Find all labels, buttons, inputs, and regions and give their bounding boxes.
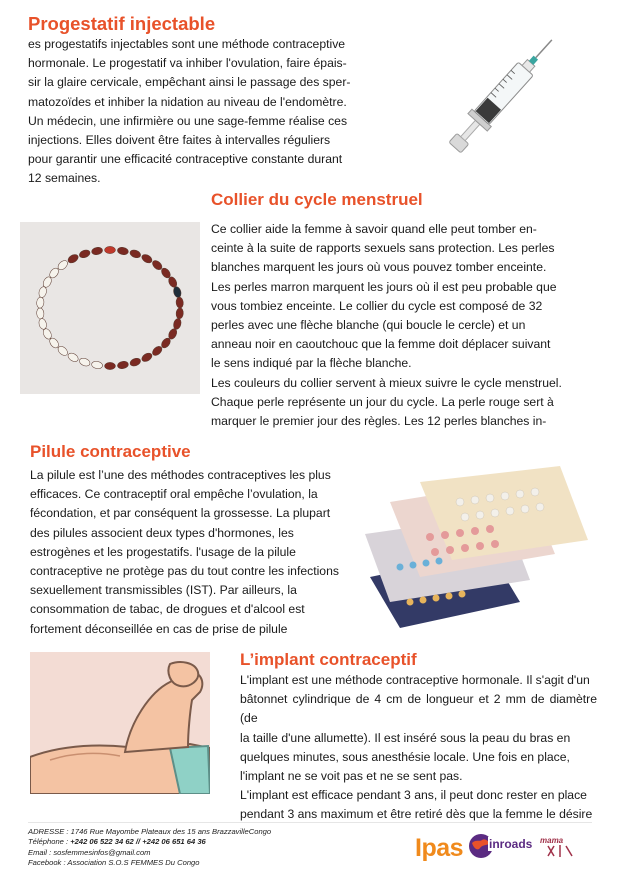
implant-text-line: L'implant est une méthode contraceptive hormonale. Il s'agit d'un [240,673,590,687]
injectable-text-line: sir la glaire cervicale, empêchant ainsi le passage des sper- [28,75,351,90]
inroads-logo-text: inroads [489,837,533,851]
pilule-text-line: des pilules associent deux types d'hormones, les [30,525,294,540]
footer-email: Email : sosfemmesinfos@gmail.com [28,847,151,857]
collier-text-line: vous tombiez enceinte. Le collier du cycle est composé de 32 [211,298,543,313]
implant-text-line: la taille d'une allumette). Il est inséré sous la peau du bras en [240,730,571,745]
footer-facebook: Facebook : Association S.O.S FEMMES Du Congo [28,858,200,868]
pilule-text-line: sexuellement transmissibles (IST). Par ailleurs, la [30,583,297,598]
syringe-image [420,28,570,178]
paragraph-collier-cycle [211,220,592,431]
footer-address: ADRESSE : 1746 Rue Mayombe Plateaux des 15 ans BrazzavilleCongo [28,827,272,836]
mama-logo-text: mama [540,836,564,845]
collier-text-line: blanches marquent les jours où vous pouvez tomber enceinte. [211,260,547,275]
heading-collier-cycle: Collier du cycle menstruel [211,190,423,209]
paragraph-pilule-contraceptive [30,466,345,639]
pilule-text-line: fécondation, et par conséquent la grossesse. La plupart [30,506,331,521]
heading-implant-contraceptif: L’implant contraceptif [240,650,417,669]
collier-text-line: anneau noir en caoutchouc que la femme doit déplacer suivant [211,337,551,352]
pilule-text-line: consommation de tabac, de drogues et d'alcool est [30,602,305,617]
paragraph-progestatif-injectable [28,35,390,189]
collier-text-line: Les couleurs du collier servent à mieux suivre le cycle menstruel. [211,375,562,390]
footer-contact-info [28,827,271,869]
mama-figure-icon [540,844,580,858]
pill-packs-image [350,462,595,630]
footer-divider [28,822,592,823]
footer-phone [28,837,271,847]
arm-implant-image [30,652,210,794]
collier-text-line: Chaque perle représente un jour du cycle. La perle rouge sert à [211,394,554,409]
footer-phone-label: Téléphone : [28,837,71,847]
implant-text-line: quelques minutes, sous anesthésie locale. Une fois en place, [240,749,570,764]
pilule-text-line: efficaces. Ce contraceptif oral empêche l’ovulation, la [30,487,318,502]
ipas-logo: Ipas [415,834,464,862]
injectable-text-line: injections. Elles doivent être faites à intervalles réguliers [28,133,331,148]
collier-text-line: Ce collier aide la femme à savoir quand elle peut tomber en- [211,222,537,236]
footer-phone-numbers: +242 06 522 34 62 // +242 06 651 64 36 [70,837,206,847]
injectable-text-line: hormonale. Le progestatif va inhiber l'ovulation, faire épais- [28,56,347,71]
collier-text-line: marquer le premier jour des règles. Les 12 perles blanches in- [211,414,547,429]
collier-text-line: ceinte à la suite de rapports sexuels sans protection. Les perles [211,241,555,256]
pilule-text-line: La pilule est l’une des méthodes contraceptives les plus [30,468,331,482]
injectable-text-line: es progestatifs injectables sont une méthode contraceptive [28,37,346,51]
collier-text-line: Les perles marron marquent les jours où il est peu probable que [211,279,557,294]
implant-text-line: bâtonnet cylindrique de 4 cm de longueur et 2 mm de diamètre (de [240,692,597,726]
injectable-text-line: pour garantir une efficacité contraceptive constante durant [28,152,343,167]
implant-text-line: L'implant est efficace pendant 3 ans, il peut donc rester en place [240,788,587,803]
pilule-text-line: fortement déconseillée en cas de prise de pilule [30,621,288,636]
collier-text-line: perles avec une flèche blanche (qui boucle le cercle) et un [211,318,526,333]
injectable-text-line: matozoïdes et inhiber la nidation au niveau de l'endomètre. [28,94,347,109]
cycle-beads-necklace-image [20,222,200,394]
heading-pilule-contraceptive: Pilule contraceptive [30,442,191,461]
inroads-logo [468,832,533,860]
injectable-text-line: 12 semaines. [28,171,101,186]
implant-text-line: pendant 3 ans maximum et être retiré dès que la femme le désire [240,807,593,822]
mama-logo [540,836,580,858]
implant-text-line: l'implant ne se voit pas et ne se sent pas. [240,769,463,784]
paragraph-implant-contraceptif [240,671,597,825]
necklace-bead [105,246,116,253]
heading-progestatif-injectable: Progestatif injectable [28,13,216,34]
necklace-bead [105,362,116,369]
collier-text-line: le sens indiqué par la flèche blanche. [211,356,412,371]
pilule-text-line: estrogènes et les progestatifs. l'usage de la pilule [30,544,296,559]
injectable-text-line: Un médecin, une infirmière ou une sage-femme réalise ces [28,113,348,128]
pilule-text-line: contraceptive ne protège pas du tout contre les infections [30,564,339,579]
